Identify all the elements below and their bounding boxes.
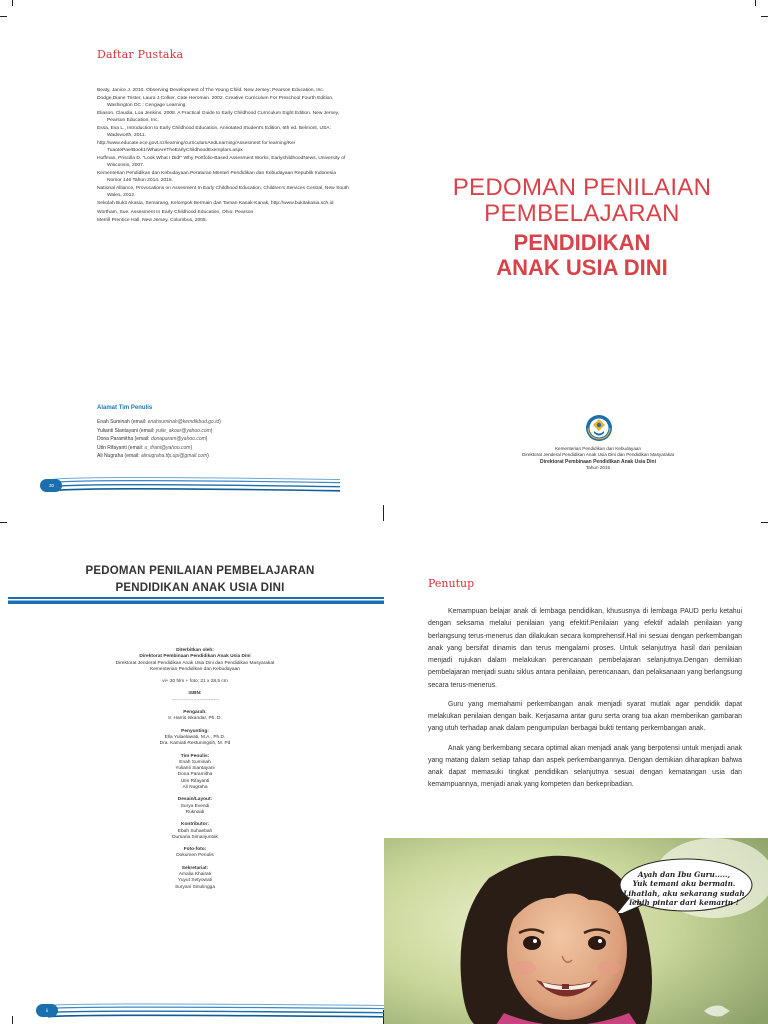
page-stripes bbox=[36, 1002, 384, 1020]
credit-name: Dumaria Simanjuntak bbox=[172, 834, 218, 840]
imprint-title-line1: PEDOMAN PENILAIAN PEMBELAJARAN bbox=[85, 565, 315, 577]
author-name: Utin Rifayanti bbox=[97, 444, 127, 451]
author-email-close: ) bbox=[205, 436, 208, 443]
cover-title-line3: PENDIDIKAN bbox=[513, 230, 651, 255]
author-name: Dona Paramitha bbox=[97, 436, 134, 443]
cover-footer bbox=[438, 446, 758, 471]
imprint-title-line2: PENDIDIKAN ANAK USIA DINI bbox=[115, 582, 285, 594]
credit-name: Ella Yulaelawati, M.A., Ph.D. bbox=[164, 734, 226, 740]
credit-label: Foto-foto: bbox=[183, 847, 207, 853]
author-email-close: ) bbox=[210, 427, 213, 434]
author-item bbox=[97, 435, 221, 444]
tut-wuri-handayani-logo bbox=[585, 414, 613, 442]
isbn-value: ~~~~~~~~~~~~~~~~~ bbox=[171, 697, 219, 703]
book-size: vi+ 30 hlm + foto; 21 x 28,5 cm bbox=[162, 679, 228, 685]
author-email: u_ifrani@yahoo.com bbox=[144, 444, 191, 451]
credit-name: Ruknaidi bbox=[185, 809, 205, 815]
publisher-dg: Direktorat Jenderal Pendidikan Anak Usia Dini dan Pendidikan Masyarakat bbox=[115, 660, 275, 666]
reference-item: Sekolah Bukit Akasia, Semarang, Kelompok Bermain dan Taman Kanak-Kanak, http://www.bukitakasia.sch.id bbox=[97, 201, 334, 207]
page-corner-arrow bbox=[702, 1002, 732, 1020]
cover-title-line2: PEMBELAJARAN bbox=[484, 200, 680, 227]
credit-label: Tim Penulis: bbox=[180, 753, 210, 759]
penutup-title: Penutup bbox=[428, 577, 475, 590]
imprint-divider bbox=[0, 597, 384, 605]
speech-bubble-line: lebih pintar dari kemarin ! bbox=[629, 898, 739, 908]
credit-label: Sekretariat: bbox=[181, 865, 209, 871]
reference-item: Dodge,Diane Trister, Laura J.Colker, Cate Heroman. 2002. Creative Curriculum For Preschool Fourth Edition, Washington DC : Cengage Learning. bbox=[97, 96, 334, 108]
publisher-name: Direktorat Pembinaan Pendidikan Anak Usia Dini bbox=[139, 654, 251, 660]
page-stripes bbox=[40, 476, 340, 496]
credit-name: Dokumen Penulis bbox=[176, 853, 214, 859]
author-email: donaparam@yahoo.com bbox=[150, 436, 206, 443]
author-email: yulie_akoar@yahoo.com bbox=[155, 427, 211, 434]
speech-bubble-line: Ayah dan Ibu Guru....., bbox=[637, 870, 731, 879]
credit-name: Suryani Sinulingga bbox=[174, 884, 215, 890]
daftar-pustaka-title: Daftar Pustaka bbox=[97, 48, 184, 61]
credit-name: Enah Suminah bbox=[179, 759, 211, 765]
author-name: Ali Nugraha bbox=[97, 453, 124, 460]
isbn-label: ISBN: bbox=[188, 691, 202, 697]
reference-item: http://www.educate.ece.govt.nz/learning/curriculumAndLearning/Assesment for learning/Kei TuaotePae/Book1/WhatAreTheEarlyChildhoodExemplars.aspx bbox=[97, 141, 295, 153]
cover-title-line1: PEDOMAN PENILAIAN bbox=[452, 174, 712, 201]
speech-bubble-line: Lihatlah, aku sekarang sudah bbox=[623, 888, 745, 898]
author-email-open: (email: bbox=[139, 427, 156, 434]
credit-name: Ir. Harris Iskandar, Ph. D. bbox=[168, 716, 222, 722]
author-item bbox=[97, 427, 221, 436]
publisher-label: Diterbitkan oleh: bbox=[176, 648, 214, 653]
author-email-open: (email: bbox=[134, 436, 151, 443]
authors-title: Alamat Tim Penulis bbox=[97, 405, 153, 411]
speech-bubble-text bbox=[616, 870, 752, 908]
daftar-pustaka-page bbox=[0, 0, 384, 512]
author-item bbox=[97, 452, 221, 461]
author-list bbox=[97, 418, 221, 461]
penutup-body bbox=[428, 606, 742, 799]
reference-item: Kementerian Pendidikan dan Kebudayaan.Peraturan Menteri Pendidikan dan Kebudayaan Republik Indonesia Nomor 146 Tahun 2014. 2015. bbox=[97, 171, 336, 183]
reference-item: National Alliance, Provocations on Assesment In Early Childhood Education, Children's Services Central, New South Wales, 2012. bbox=[97, 186, 349, 198]
credit-name: Ebah Suhaebah bbox=[177, 828, 213, 834]
author-name: Yulianti Siantayani bbox=[97, 427, 138, 434]
page-number: 30 bbox=[49, 483, 55, 488]
cover-year: Tahun 2015 bbox=[585, 464, 610, 470]
credit-name: Utin Rifayanti bbox=[180, 778, 210, 784]
cover-directorate-general: Direktorat Jenderal Pendidikan Anak Usia Dini dan Pendidikan Masyarakat bbox=[522, 452, 674, 458]
author-email-close: ) bbox=[190, 444, 193, 451]
reference-item: Huffman, Priscilla D. "Look What I Did!" Why Portfolio-Based Assesment Works, EarlyshildhoodNews, University of Wisconsin, 2007. bbox=[97, 156, 346, 168]
speech-bubble-line: Yuk temani aku bermain. bbox=[632, 879, 736, 889]
credit-label: Desain/Layout: bbox=[177, 797, 213, 803]
author-email-open: (email: bbox=[124, 453, 141, 460]
credit-name: Surya Evendi bbox=[180, 803, 210, 809]
imprint-credits bbox=[40, 642, 350, 891]
credit-name: Yuyut Setyowati bbox=[177, 878, 213, 884]
cover-directorate: Direktorat Pembinaan Pendidikan Anak Usia Dini bbox=[540, 458, 656, 465]
reference-item: Merrill Prentice Hall, New Jersey, Columbus, 2005. bbox=[97, 218, 207, 224]
credit-label: Penyunting: bbox=[181, 728, 209, 734]
reference-item: Eliason, Claudia, Loa Jenkins. 2008. A Practical Guide to Early Childhood Curriculum Eight Edition. New Jersey, Pearson Education, Inc. bbox=[97, 111, 340, 123]
credit-name: Dona Paramitha bbox=[177, 772, 213, 778]
credit-name: Amalia Khairati bbox=[178, 872, 212, 878]
penutup-paragraph: Kemampuan belajar anak di lembaga pendidikan, khususnya di lembaga PAUD perlu ketahui dengan seksama melalui penilaian yang efektif.Penilaian yang efektif adalah penilaian yang berlangsung terus-menerus dan dilakukan secara komprehensif.Hal ini sesuai dengan perkembangan anak yang bersifat dinamis dan terus mengalami proses. Untuk selanjutnya hasil dari penilaian menjadi rujukan dalam melakukan perencanaan pembelajaran selanjutnya.Dengan demikian pembelajaran menjadi suatu siklus antara penilaian, perencanaan, dan pelaksanaan yang berlangsung secara terus-menerus. bbox=[428, 608, 742, 689]
author-email: enahsuminah@kemdikbud.go.id bbox=[147, 419, 220, 425]
credit-name: Yulianti Siantayani bbox=[175, 766, 215, 772]
author-name: Enah Suminah bbox=[97, 419, 130, 425]
author-email-close: ) bbox=[207, 453, 209, 460]
author-email: alinugraha.tfp.upi@gmail.com bbox=[140, 453, 208, 460]
cover-page bbox=[384, 0, 768, 512]
credit-label: Kontributor: bbox=[181, 822, 209, 828]
penutup-paragraph: Anak yang berkembang secara optimal akan menjadi anak yang berpotensi untuk menjadi anak yang matang dalam setiap tahap dan aspek perkembangannya. Dengan demikian diharapkan bahwa anak dapat memasuki tingkat pendidikan selanjutnya sesuai dengan kematangan usia dan kemampuannya, menjadi anak yang kompeten dan berkepribadian. bbox=[428, 744, 742, 789]
credit-name: Ali Nugraha bbox=[182, 785, 208, 791]
author-email-close: ) bbox=[219, 419, 221, 425]
penutup-page bbox=[384, 512, 768, 1024]
author-item bbox=[97, 444, 221, 453]
cover-ministry: Kementerian Pendidikan dan Kebudayaan bbox=[554, 446, 642, 451]
cover-title-line4: ANAK USIA DINI bbox=[496, 255, 668, 280]
author-email-open: (email: bbox=[131, 419, 148, 425]
author-email-open: (email: bbox=[128, 444, 145, 451]
author-item bbox=[97, 418, 221, 427]
reference-list bbox=[97, 88, 352, 226]
imprint-page bbox=[0, 512, 384, 1024]
penutup-paragraph: Guru yang memahami perkembangan anak menjadi syarat mutlak agar pendidik dapat melakukan penilaian dengan baik. Kerjasama antar guru serta orang tua akan memberikan gambaran yang utuh terhadap anak dalam pengumpulan berbagai bukti tentang perkembangan anak. bbox=[428, 700, 742, 733]
reference-item: Beaty, Janice J. 2010. Observing Development of The Young Child. New Jersey: Pearson Education, Inc. bbox=[97, 88, 325, 93]
publisher-ministry: Kementerian Pendidikan dan Kebudayaan bbox=[150, 666, 240, 672]
page-number: ii bbox=[46, 1008, 48, 1013]
reference-item: Wortham, Sue. Assesment In Early Childhood Education, Ohio: Pearson bbox=[97, 209, 254, 215]
credit-name: Dra. Kamiati Restuningsih, M. Pd bbox=[159, 741, 231, 747]
credit-label: Pengarah: bbox=[183, 710, 207, 716]
reference-item: Essa, Eva L., Introduction to Early Childhood Education, Annotated Student's Edition, 6th ed. Belmont, USA: Wadsworth, 2011. bbox=[97, 126, 331, 138]
credit-sections bbox=[40, 710, 350, 891]
